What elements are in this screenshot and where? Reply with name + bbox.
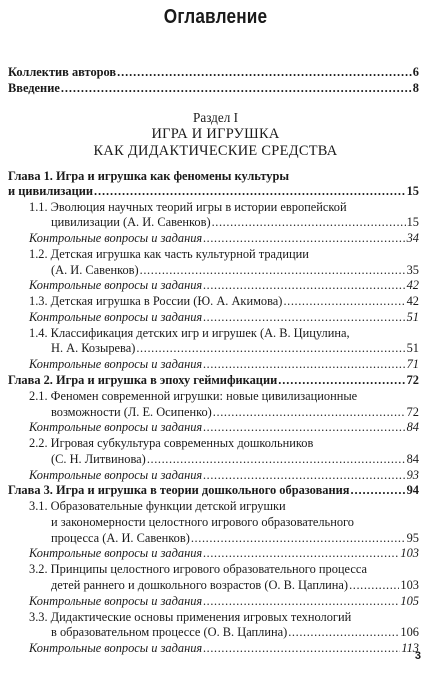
leader-dots [191,530,406,546]
toc-entry-page: 15 [406,184,419,198]
toc-entry-label: Глава 2. Игра и игрушка в эпоху геймификации [8,373,278,387]
toc-entry-page: 72 [406,405,419,419]
toc-entry-1-1-line1[interactable]: 1.1. Эволюция научных теорий игры в истории европейской [29,200,347,214]
toc-entry-questions[interactable] [29,593,419,609]
chapter-1-title[interactable]: Глава 1. Игра и игрушка как феномены культуры [8,169,290,183]
toc-entry-label: Контрольные вопросы и задания [29,468,203,482]
toc-entry-label: возможности (Л. Е. Осипенко) [51,405,212,419]
toc-entry-label: Контрольные вопросы и задания [29,231,203,245]
toc-entry-chapter-1[interactable] [8,183,419,199]
toc-entry-questions[interactable] [29,640,419,656]
toc-entry-questions[interactable] [29,467,419,483]
leader-dots [203,277,405,293]
toc-entry-1-1[interactable] [51,214,419,230]
leader-dots [350,482,405,498]
toc-entry-2-1-line1[interactable]: 2.1. Феномен современной игрушки: новые цивилизационные [29,389,358,403]
toc-entry-label: Контрольные вопросы и задания [29,594,203,608]
toc-entry-page: 84 [406,420,419,434]
toc-entry-label: Н. А. Козырева) [51,341,136,355]
toc-entry-3-3-line1[interactable]: 3.3. Дидактические основы применения игровых технологий [29,610,352,624]
leader-dots [203,467,405,483]
toc-entry-label: (С. Н. Литвинова) [51,452,146,466]
toc-entry-label: (А. И. Савенков) [51,263,139,277]
toc-entry-chapter-3[interactable] [8,482,419,498]
toc-entry-questions[interactable] [29,356,419,372]
toc-entry-label: процесса (А. И. Савенков) [51,531,190,545]
toc-entry-page: 94 [406,483,419,497]
toc-entry-page: 15 [406,215,419,229]
toc-entry-page: 42 [406,294,419,308]
leader-dots [288,624,399,640]
toc-entry-label: Контрольные вопросы и задания [29,546,203,560]
leader-dots [203,356,405,372]
toc-entry-page: 51 [406,341,419,355]
toc-entry-label: цивилизации (А. И. Савенков) [51,215,211,229]
toc-entry-1-3[interactable] [29,293,419,309]
toc-entry-2-2-line1[interactable]: 2.2. Игровая субкультура современных дошкольников [29,436,314,450]
page-number: 3 [414,650,421,662]
toc-entry-page: 34 [406,231,419,245]
toc-entry-3-2[interactable] [51,577,419,593]
toc-entry-label: Введение [8,81,60,95]
toc-entry-1-4-line1[interactable]: 1.4. Классификация детских игр и игрушек (А. В. Цицулина, [29,326,350,340]
toc-entry-label: и цивилизации [8,184,94,198]
toc-entry-page: 8 [412,81,419,95]
leader-dots [212,214,406,230]
leader-dots [349,577,399,593]
toc-entry-page: 6 [412,65,419,79]
toc-entry-3-1[interactable] [51,530,419,546]
toc-entry-page: 84 [406,452,419,466]
toc-entry-questions[interactable] [29,545,419,561]
toc-entry-page: 35 [406,263,419,277]
leader-dots [203,545,399,561]
leader-dots [213,404,406,420]
toc-entry-page: 72 [406,373,419,387]
toc-entry-label: Контрольные вопросы и задания [29,641,203,655]
leader-dots [278,372,405,388]
toc-entry-page: 105 [400,594,419,608]
toc-entry-page: 93 [406,468,419,482]
section-title-line1: ИГРА И ИГРУШКА [151,126,280,142]
toc-entry-label: Контрольные вопросы и задания [29,357,203,371]
leader-dots [147,451,406,467]
toc-entry-3-3[interactable] [51,624,419,640]
toc-entry-page: 113 [401,641,419,655]
toc-entry-3-1-line2[interactable]: и закономерности целостного игрового образовательного [51,515,354,529]
toc-entry-page: 103 [400,546,419,560]
section-number: Раздел I [193,110,238,125]
toc-entry-questions[interactable] [29,277,419,293]
section-title-line2: КАК ДИДАКТИЧЕСКИЕ СРЕДСТВА [93,143,338,159]
toc-entry-label: Контрольные вопросы и задания [29,310,203,324]
toc-entry-1-2-line1[interactable]: 1.2. Детская игрушка как часть культурной традиции [29,247,309,261]
leader-dots [203,230,405,246]
toc-entry-page: 95 [406,531,419,545]
toc-entry-label: Контрольные вопросы и задания [29,278,203,292]
toc-entry-label: Глава 3. Игра и игрушка в теории дошкольного образования [8,483,350,497]
leader-dots [203,309,405,325]
leader-dots [136,340,405,356]
toc-entry-label: детей раннего и дошкольного возрастов (О. В. Цаплина) [51,578,349,592]
toc-entry-questions[interactable] [29,230,419,246]
leader-dots [203,593,399,609]
toc-entry-label: Контрольные вопросы и задания [29,420,203,434]
toc-entry-authors[interactable] [8,64,419,80]
toc-entry-3-2-line1[interactable]: 3.2. Принципы целостного игрового образовательного процесса [29,562,367,576]
toc-entry-2-2[interactable] [51,451,419,467]
leader-dots [140,262,406,278]
leader-dots [203,640,400,656]
toc-entry-page: 103 [400,578,419,592]
toc-entry-3-1-line1[interactable]: 3.1. Образовательные функции детской игрушки [29,499,286,513]
toc-entry-page: 71 [406,357,419,371]
leader-dots [117,64,412,80]
toc-entry-introduction[interactable] [8,80,419,96]
toc-entry-questions[interactable] [29,309,419,325]
leader-dots [94,183,406,199]
toc-entry-1-4[interactable] [51,340,419,356]
leader-dots [283,293,405,309]
toc-entry-chapter-2[interactable] [8,372,419,388]
toc-entry-label: Коллектив авторов [8,65,117,79]
leader-dots [203,419,405,435]
leader-dots [61,80,412,96]
toc-entry-questions[interactable] [29,419,419,435]
page-title: Оглавление [163,6,268,28]
toc-entry-label: в образовательном процессе (О. В. Цаплина) [51,625,288,639]
toc-entry-1-2[interactable] [51,262,419,278]
toc-entry-label: 1.3. Детская игрушка в России (Ю. А. Акимова) [29,294,283,308]
toc-entry-page: 51 [406,310,419,324]
toc-entry-2-1[interactable] [51,404,419,420]
toc-entry-page: 42 [406,278,419,292]
toc-entry-page: 106 [400,625,419,639]
